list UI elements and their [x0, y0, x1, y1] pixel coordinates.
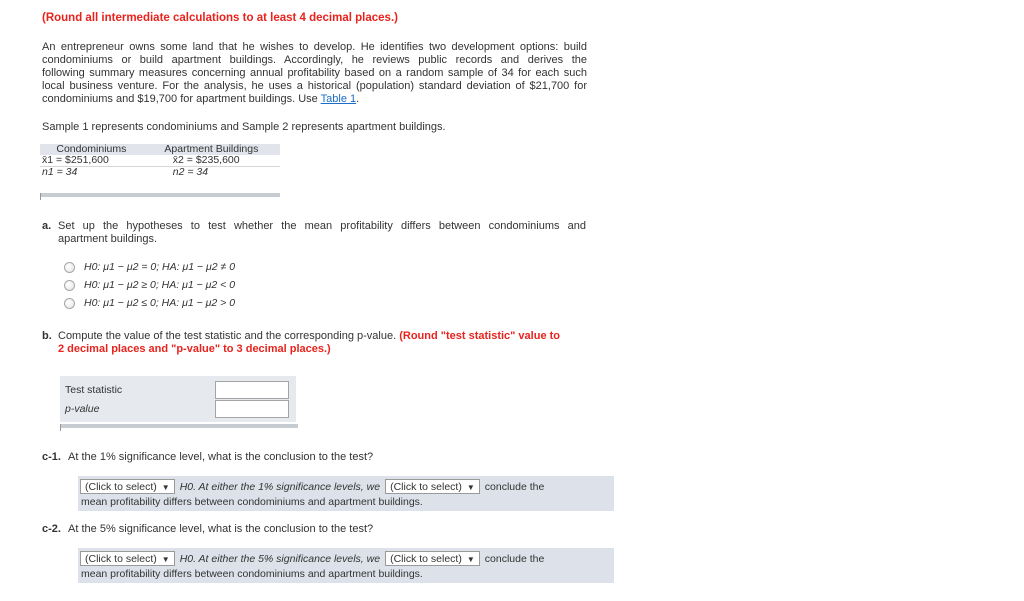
dropdown-arrow-icon: ▼	[466, 483, 475, 492]
header-condominiums: Condominiums	[40, 144, 143, 155]
part-b-rounding-note: (Round "test statistic" value to	[399, 330, 561, 342]
option-label: H0: μ1 − μ2 ≤ 0; HA: μ1 − μ2 > 0	[84, 297, 236, 309]
c1-select-1[interactable]	[80, 479, 175, 494]
tail-text: conclude the	[484, 480, 545, 493]
answer-line-2: mean profitability differs between condominiums and apartment buildings.	[81, 496, 423, 508]
option-label: H0: μ1 − μ2 = 0; HA: μ1 − μ2 ≠ 0	[84, 261, 236, 273]
test-statistic-label: Test statistic	[65, 384, 123, 396]
problem-text: condominiums and $19,700 for apartment buildings. Use	[42, 93, 321, 105]
radio-button[interactable]	[64, 298, 75, 309]
problem-text: .	[356, 93, 360, 105]
part-c2-text: At the 5% significance level, what is the conclusion to the test?	[68, 523, 374, 535]
radio-button[interactable]	[64, 262, 75, 273]
part-b-text: Compute the value of the test statistic and the corresponding p-value.	[58, 330, 397, 342]
problem-line: following summary measures concerning annual profitability based on a random sample of 34 for each such	[42, 67, 587, 79]
mid-text: H0. At either the 5% significance levels, we	[179, 552, 381, 565]
header-apartments: Apartment Buildings	[143, 144, 280, 155]
problem-line	[42, 93, 587, 106]
test-statistic-input[interactable]	[215, 381, 289, 399]
part-c1-answer-row	[78, 476, 614, 511]
xbar1-cell: x̄1 = $251,600	[40, 155, 143, 167]
answer-line-2: mean profitability differs between condominiums and apartment buildings.	[81, 568, 423, 580]
part-a-line: apartment buildings.	[58, 233, 158, 245]
p-value-input[interactable]	[215, 400, 289, 418]
sample-note: Sample 1 represents condominiums and Sample 2 represents apartment buildings.	[42, 121, 446, 133]
hypothesis-option-3[interactable]	[64, 296, 235, 310]
part-a-question	[58, 220, 586, 246]
test-statistic-table	[60, 376, 296, 422]
part-c1-text: At the 1% significance level, what is the conclusion to the test?	[68, 451, 374, 463]
radio-button[interactable]	[64, 280, 75, 291]
part-b-line	[58, 330, 598, 343]
c2-select-2[interactable]	[385, 551, 480, 566]
mid-text: H0. At either the 1% significance levels, we	[179, 480, 381, 493]
hypothesis-option-1[interactable]	[64, 260, 235, 274]
summary-table	[40, 144, 280, 178]
c2-select-1[interactable]	[80, 551, 175, 566]
problem-statement	[42, 41, 587, 106]
part-c2-answer-row	[78, 548, 614, 583]
dropdown-arrow-icon: ▼	[161, 555, 170, 564]
part-b-question	[58, 330, 598, 356]
select-value: (Click to select)	[85, 553, 157, 565]
part-b-rounding-note-2: 2 decimal places and "p-value" to 3 decimal places.)	[58, 343, 331, 355]
table-scrollbar	[40, 193, 280, 197]
n2-cell: n2 = 34	[172, 166, 209, 178]
rounding-instruction: (Round all intermediate calculations to at least 4 decimal places.)	[42, 12, 398, 24]
hypothesis-option-2[interactable]	[64, 278, 235, 292]
select-value: (Click to select)	[85, 481, 157, 493]
table-scrollbar	[60, 424, 298, 428]
answer-line	[80, 479, 544, 494]
part-c2-label: c-2.	[42, 523, 61, 535]
part-c1-question	[42, 451, 373, 463]
part-c2-question	[42, 523, 373, 535]
dropdown-arrow-icon: ▼	[466, 555, 475, 564]
dropdown-arrow-icon: ▼	[161, 483, 170, 492]
answer-line	[80, 551, 544, 566]
problem-line: condominiums or build apartment buildings. Accordingly, he reviews public records and derives the	[42, 54, 587, 66]
option-label: H0: μ1 − μ2 ≥ 0; HA: μ1 − μ2 < 0	[84, 279, 236, 291]
xbar2-cell: x̄2 = $235,600	[143, 155, 280, 167]
part-a-line: Set up the hypotheses to test whether the mean profitability differs between condominiums and	[58, 220, 586, 232]
part-b-label: b.	[42, 330, 52, 342]
c1-select-2[interactable]	[385, 479, 480, 494]
part-a-label: a.	[42, 220, 52, 232]
problem-line: An entrepreneur owns some land that he wishes to develop. He identifies two development options: build	[42, 41, 587, 53]
table-1-link[interactable]: Table 1	[320, 93, 357, 105]
select-value: (Click to select)	[390, 553, 462, 565]
tail-text: conclude the	[484, 552, 545, 565]
select-value: (Click to select)	[390, 481, 462, 493]
part-c1-label: c-1.	[42, 451, 61, 463]
p-value-label: p-value	[65, 403, 100, 415]
n1-cell: n1 = 34	[42, 166, 78, 178]
problem-line: local business venture. For the analysis, he uses a historical (population) standard deviation of $21,700 for	[42, 80, 587, 92]
